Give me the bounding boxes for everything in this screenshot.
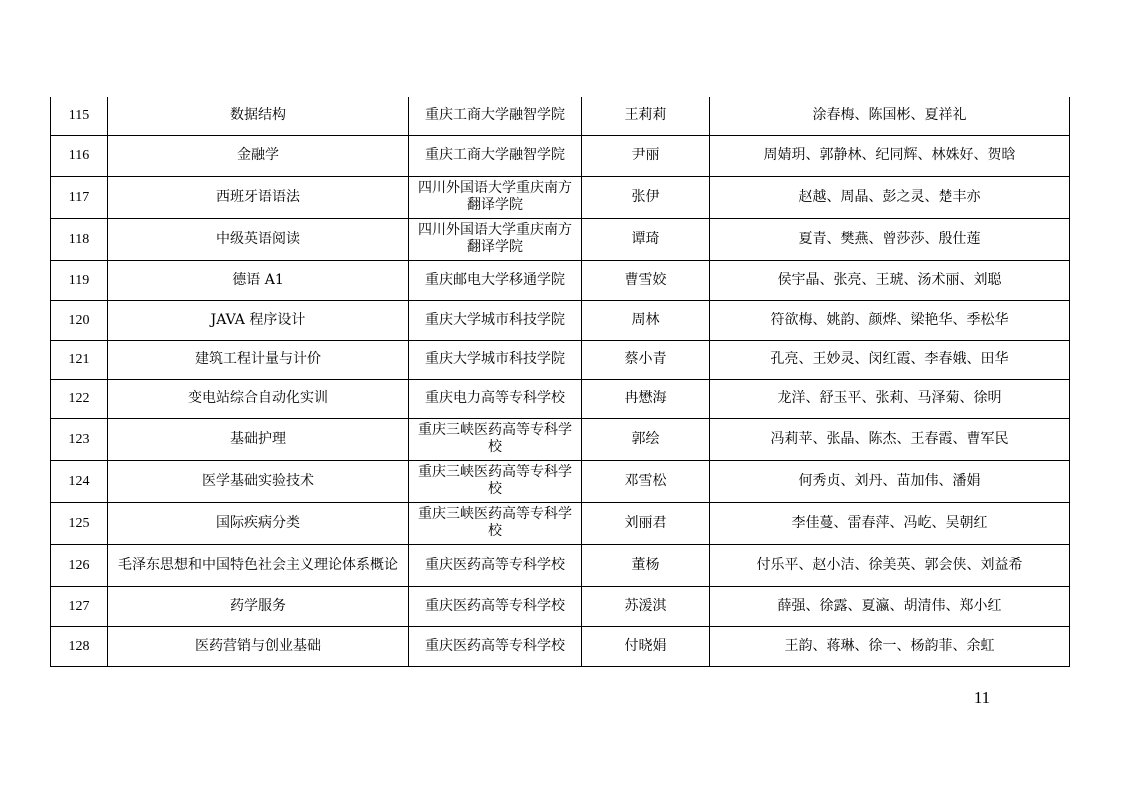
team-members: 侯宇晶、张亮、王琥、汤术丽、刘聪 <box>710 260 1070 300</box>
course-name: 药学服务 <box>108 586 409 626</box>
course-table <box>50 97 1070 667</box>
course-name: 金融学 <box>108 135 409 176</box>
course-name: 医药营销与创业基础 <box>108 626 409 666</box>
course-name: 数据结构 <box>108 97 409 135</box>
team-members: 孔亮、王妙灵、闵红霞、李春娥、田华 <box>710 340 1070 379</box>
row-number: 128 <box>51 626 108 666</box>
course-name: 建筑工程计量与计价 <box>108 340 409 379</box>
course-name: 国际疾病分类 <box>108 502 409 544</box>
row-number: 118 <box>51 218 108 260</box>
team-members: 周婧玥、郭静林、纪同辉、林姝好、贺晗 <box>710 135 1070 176</box>
table-row <box>51 340 1070 379</box>
team-members: 付乐平、赵小洁、徐美英、郭会侠、刘益希 <box>710 544 1070 586</box>
table-row <box>51 97 1070 135</box>
row-number: 116 <box>51 135 108 176</box>
table-row <box>51 176 1070 218</box>
row-number: 122 <box>51 379 108 418</box>
course-name: JAVA 程序设计 <box>108 300 409 340</box>
school-name: 重庆大学城市科技学院 <box>409 300 582 340</box>
page-number: 11 <box>973 688 991 707</box>
team-members: 李佳蔓、雷春萍、冯屹、吴朝红 <box>710 502 1070 544</box>
table-row <box>51 586 1070 626</box>
row-number: 124 <box>51 460 108 502</box>
school-name: 四川外国语大学重庆南方翻译学院 <box>409 176 582 218</box>
team-members: 龙洋、舒玉平、张莉、马泽菊、徐明 <box>710 379 1070 418</box>
team-members: 冯莉苹、张晶、陈杰、王春霞、曹军民 <box>710 418 1070 460</box>
course-name: 变电站综合自动化实训 <box>108 379 409 418</box>
table-row <box>51 218 1070 260</box>
leader-name: 张伊 <box>582 176 710 218</box>
course-name: 中级英语阅读 <box>108 218 409 260</box>
school-name: 重庆医药高等专科学校 <box>409 626 582 666</box>
leader-name: 董杨 <box>582 544 710 586</box>
row-number: 123 <box>51 418 108 460</box>
row-number: 119 <box>51 260 108 300</box>
leader-name: 冉懋海 <box>582 379 710 418</box>
course-name: 德语 A1 <box>108 260 409 300</box>
row-number: 125 <box>51 502 108 544</box>
row-number: 121 <box>51 340 108 379</box>
course-name: 医学基础实验技术 <box>108 460 409 502</box>
leader-name: 蔡小青 <box>582 340 710 379</box>
team-members: 夏青、樊燕、曾莎莎、殷仕莲 <box>710 218 1070 260</box>
school-name: 重庆电力高等专科学校 <box>409 379 582 418</box>
leader-name: 邓雪松 <box>582 460 710 502</box>
leader-name: 刘丽君 <box>582 502 710 544</box>
leader-name: 苏湲淇 <box>582 586 710 626</box>
leader-name: 尹丽 <box>582 135 710 176</box>
school-name: 重庆三峡医药高等专科学校 <box>409 460 582 502</box>
school-name: 重庆医药高等专科学校 <box>409 586 582 626</box>
school-name: 重庆工商大学融智学院 <box>409 97 582 135</box>
team-members: 薛强、徐露、夏瀛、胡清伟、郑小红 <box>710 586 1070 626</box>
school-name: 四川外国语大学重庆南方翻译学院 <box>409 218 582 260</box>
team-members: 何秀贞、刘丹、苗加伟、潘娟 <box>710 460 1070 502</box>
leader-name: 王莉莉 <box>582 97 710 135</box>
school-name: 重庆三峡医药高等专科学校 <box>409 502 582 544</box>
team-members: 王韵、蒋琳、徐一、杨韵菲、余虹 <box>710 626 1070 666</box>
school-name: 重庆工商大学融智学院 <box>409 135 582 176</box>
row-number: 115 <box>51 97 108 135</box>
team-members: 符欲梅、姚韵、颜烨、梁艳华、季松华 <box>710 300 1070 340</box>
school-name: 重庆邮电大学移通学院 <box>409 260 582 300</box>
table-row <box>51 300 1070 340</box>
table-row <box>51 379 1070 418</box>
team-members: 赵越、周晶、彭之灵、楚丰亦 <box>710 176 1070 218</box>
school-name: 重庆医药高等专科学校 <box>409 544 582 586</box>
school-name: 重庆三峡医药高等专科学校 <box>409 418 582 460</box>
table-row <box>51 260 1070 300</box>
row-number: 120 <box>51 300 108 340</box>
leader-name: 曹雪姣 <box>582 260 710 300</box>
leader-name: 付晓娟 <box>582 626 710 666</box>
table-row <box>51 460 1070 502</box>
table-row <box>51 135 1070 176</box>
course-table-body <box>51 97 1070 666</box>
row-number: 126 <box>51 544 108 586</box>
school-name: 重庆大学城市科技学院 <box>409 340 582 379</box>
leader-name: 周林 <box>582 300 710 340</box>
course-name: 毛泽东思想和中国特色社会主义理论体系概论 <box>108 544 409 586</box>
table-row <box>51 418 1070 460</box>
table-row <box>51 626 1070 666</box>
row-number: 127 <box>51 586 108 626</box>
course-name: 基础护理 <box>108 418 409 460</box>
table-row <box>51 502 1070 544</box>
row-number: 117 <box>51 176 108 218</box>
team-members: 涂春梅、陈国彬、夏祥礼 <box>710 97 1070 135</box>
course-name: 西班牙语语法 <box>108 176 409 218</box>
leader-name: 郭绘 <box>582 418 710 460</box>
table-row <box>51 544 1070 586</box>
leader-name: 谭琦 <box>582 218 710 260</box>
